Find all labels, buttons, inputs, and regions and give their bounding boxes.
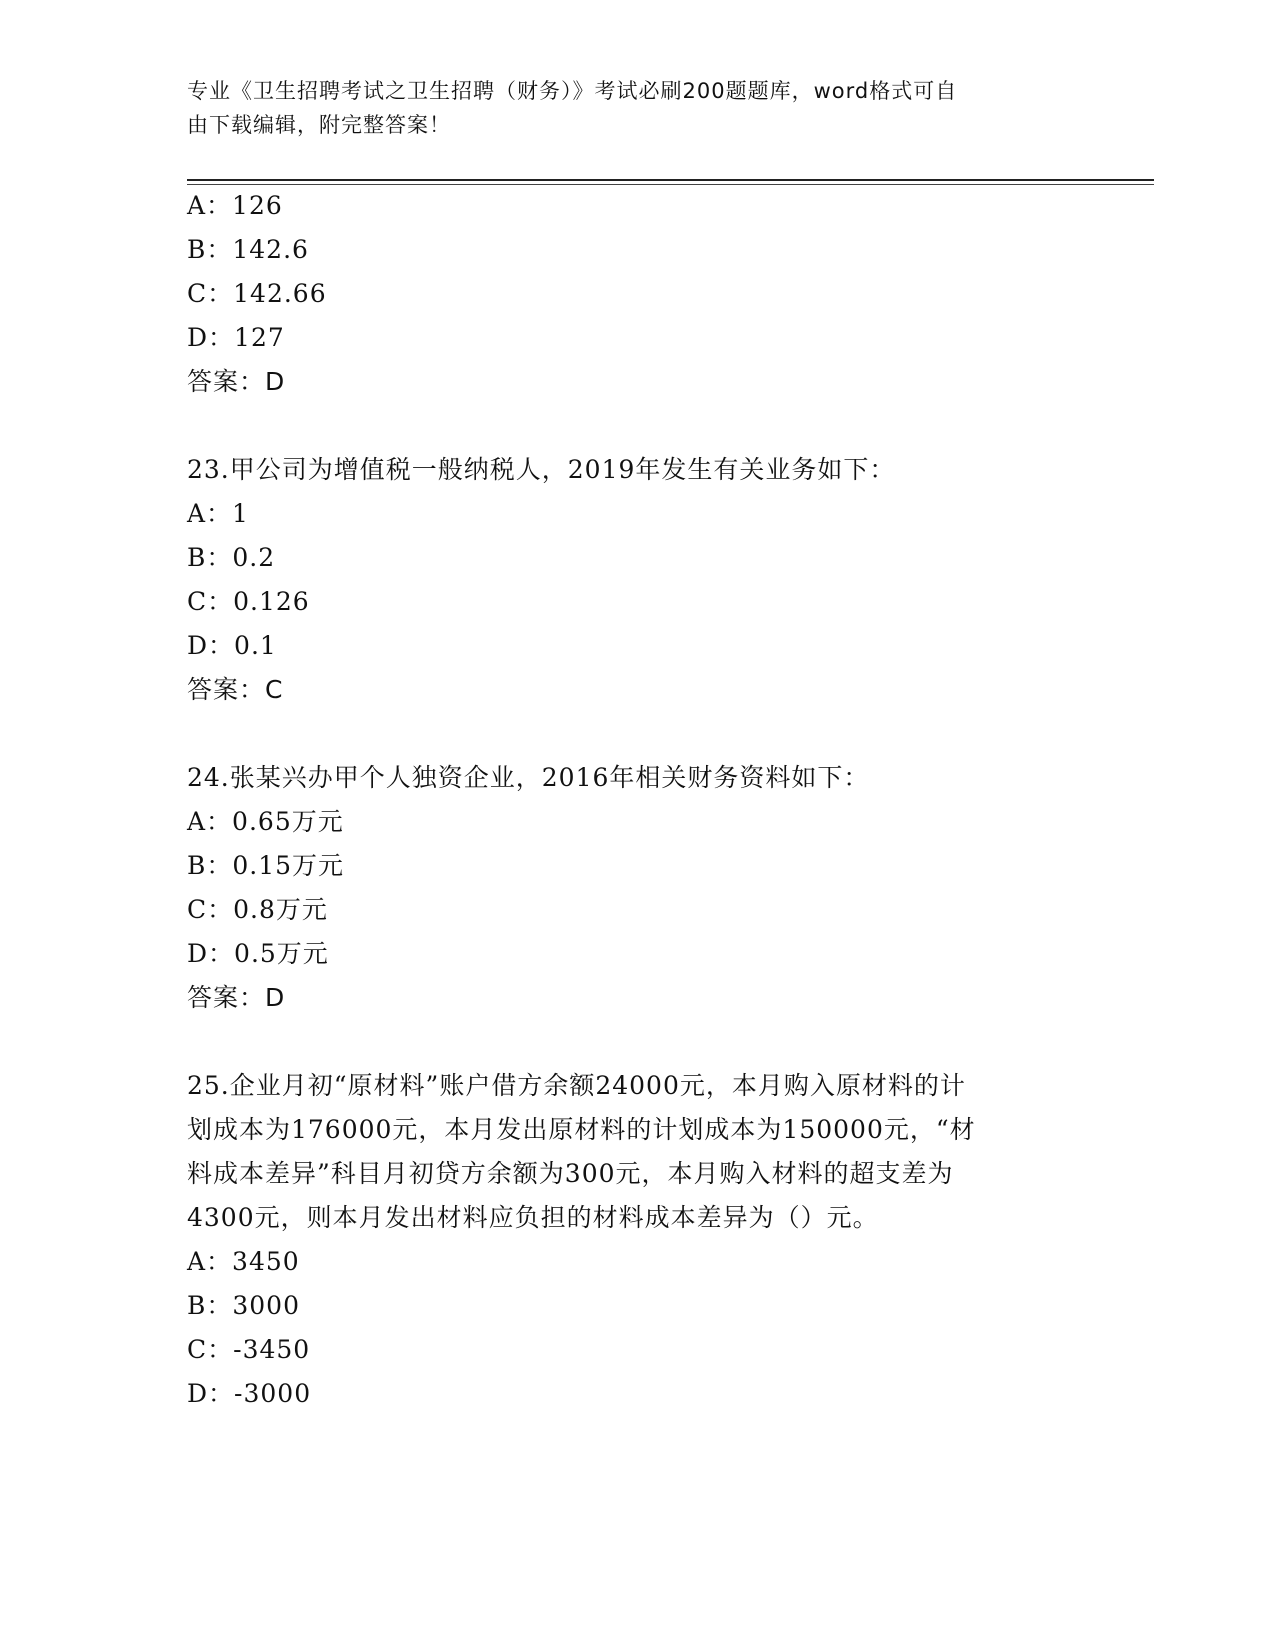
q22-option-c: C：142.66 [187, 279, 327, 308]
q23-answer: 答案：C [187, 675, 284, 704]
header-line-2: 由下载编辑，附完整答案！ [187, 113, 451, 137]
q22-option-d: D：127 [187, 323, 285, 352]
q23-option-b: B：0.2 [187, 543, 276, 572]
q22-option-b: B：142.6 [187, 235, 309, 264]
q23-option-d: D：0.1 [187, 631, 277, 660]
q24-option-c: C：0.8万元 [187, 895, 328, 924]
q22-option-a: A：126 [187, 191, 283, 220]
q24-option-d: D：0.5万元 [187, 939, 329, 968]
q25-question-line-1: 25.企业月初“原材料”账户借方余额24000元，本月购入原材料的计 [187, 1071, 966, 1100]
q23-question: 23.甲公司为增值税一般纳税人，2019年发生有关业务如下： [187, 455, 896, 484]
q25-question-line-3: 料成本差异”科目月初贷方余额为300元，本月购入材料的超支差为 [187, 1159, 954, 1188]
document-header [187, 74, 1067, 142]
q25-option-b: B：3000 [187, 1291, 300, 1320]
header-line-1: 专业《卫生招聘考试之卫生招聘（财务）》考试必刷200题题库，word格式可自 [187, 79, 958, 103]
q23-option-c: C：0.126 [187, 587, 310, 616]
header-divider-thin [187, 184, 1154, 185]
q25-option-a: A：3450 [187, 1247, 300, 1276]
q25-question-line-4: 4300元，则本月发出材料应负担的材料成本差异为（）元。 [187, 1203, 879, 1232]
q24-option-a: A：0.65万元 [187, 807, 344, 836]
q24-answer: 答案：D [187, 983, 286, 1012]
header-divider-thick [187, 179, 1154, 181]
q23-option-a: A：1 [187, 499, 249, 528]
q25-option-d: D：-3000 [187, 1379, 312, 1408]
q25-option-c: C：-3450 [187, 1335, 311, 1364]
q24-question: 24.张某兴办甲个人独资企业，2016年相关财务资料如下： [187, 763, 870, 792]
q24-option-b: B：0.15万元 [187, 851, 345, 880]
q22-answer: 答案：D [187, 367, 286, 396]
q25-question-line-2: 划成本为176000元，本月发出原材料的计划成本为150000元，“材 [187, 1115, 976, 1144]
